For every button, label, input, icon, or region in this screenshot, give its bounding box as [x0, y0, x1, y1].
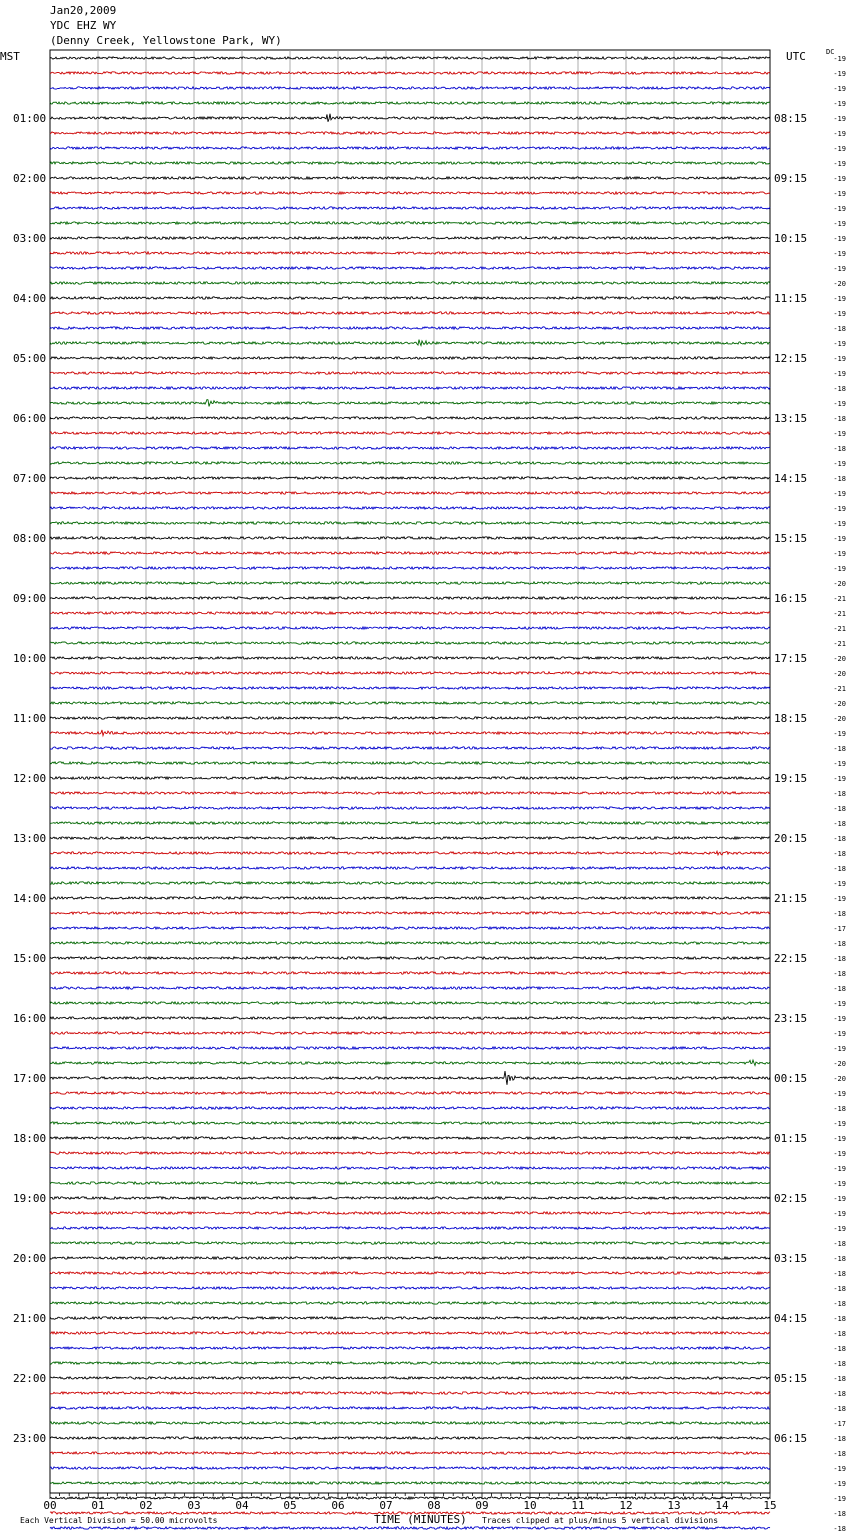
dc-offset-label: -18 — [833, 805, 846, 813]
label-group — [13, 55, 846, 1534]
trace-line — [50, 1332, 770, 1334]
x-tick-label: 01 — [91, 1499, 105, 1512]
trace-line — [50, 837, 770, 839]
dc-offset-label: -19 — [833, 1195, 846, 1203]
scale-note: Each Vertical Division = 50.00 microvolts — [20, 1516, 218, 1525]
dc-offset-label: -18 — [833, 820, 846, 828]
dc-offset-label: -18 — [833, 940, 846, 948]
trace-line — [50, 522, 770, 524]
trace-line — [50, 447, 770, 449]
left-hour-label: 17:00 — [13, 1072, 47, 1085]
trace-line — [50, 627, 770, 629]
x-axis-title: TIME (MINUTES) — [374, 1513, 467, 1526]
x-tick-label: 03 — [187, 1499, 201, 1512]
dc-offset-label: -17 — [833, 925, 846, 933]
left-hour-label: 22:00 — [13, 1372, 47, 1385]
dc-offset-label: -19 — [833, 355, 846, 363]
trace-line — [50, 1422, 770, 1424]
trace-line — [50, 1227, 770, 1229]
dc-offset-label: -18 — [833, 955, 846, 963]
dc-offset-label: -18 — [833, 850, 846, 858]
dc-offset-label: -19 — [833, 235, 846, 243]
trace-line — [50, 582, 770, 584]
dc-offset-label: -20 — [833, 1075, 846, 1083]
dc-offset-label: -19 — [833, 565, 846, 573]
trace-line — [50, 400, 770, 407]
left-hour-label: 04:00 — [13, 292, 47, 305]
dc-offset-label: -19 — [833, 895, 846, 903]
trace-line — [50, 657, 770, 659]
left-hour-label: 03:00 — [13, 232, 47, 245]
trace-line — [50, 462, 770, 464]
right-hour-label: 21:15 — [774, 892, 808, 905]
dc-offset-label: -20 — [833, 280, 846, 288]
dc-offset-label: -18 — [833, 1450, 846, 1458]
trace-line — [50, 1362, 770, 1364]
right-hour-label: 17:15 — [774, 652, 808, 665]
left-hour-label: 09:00 — [13, 592, 47, 605]
right-hour-label: 03:15 — [774, 1252, 808, 1265]
trace-line — [50, 927, 770, 929]
dc-offset-label: -18 — [833, 1270, 846, 1278]
dc-offset-label: -18 — [833, 1525, 846, 1533]
dc-offset-label: -19 — [833, 730, 846, 738]
trace-line — [50, 807, 770, 809]
trace-line — [50, 1392, 770, 1394]
dc-offset-label: -19 — [833, 145, 846, 153]
dc-offset-label: -19 — [833, 265, 846, 273]
dc-offset-label: -18 — [833, 1375, 846, 1383]
trace-line — [50, 1287, 770, 1289]
dc-offset-label: -19 — [833, 760, 846, 768]
right-hour-label: 19:15 — [774, 772, 808, 785]
x-tick-label: 11 — [571, 1499, 585, 1512]
trace-line — [50, 267, 770, 269]
x-tick-label: 12 — [619, 1499, 633, 1512]
dc-offset-label: -18 — [833, 1240, 846, 1248]
x-tick-label: 08 — [427, 1499, 441, 1512]
trace-line — [50, 312, 770, 314]
dc-offset-label: -18 — [833, 1255, 846, 1263]
right-hour-label: 05:15 — [774, 1372, 808, 1385]
dc-offset-label: -18 — [833, 475, 846, 483]
dc-offset-label: -19 — [833, 340, 846, 348]
dc-offset-label: -19 — [833, 1465, 846, 1473]
trace-line — [50, 417, 770, 419]
x-tick-label: 02 — [139, 1499, 153, 1512]
trace-line — [50, 912, 770, 914]
trace-line — [50, 987, 770, 989]
dc-offset-label: -18 — [833, 325, 846, 333]
left-hour-label: 10:00 — [13, 652, 47, 665]
x-axis — [43, 1493, 776, 1512]
trace-line — [50, 72, 770, 74]
trace-line — [50, 730, 770, 736]
trace-line — [50, 357, 770, 359]
left-hour-label: 23:00 — [13, 1432, 47, 1445]
dc-offset-label: -19 — [833, 100, 846, 108]
trace-line — [50, 162, 770, 164]
dc-offset-label: -21 — [833, 610, 846, 618]
dc-offset-label: -17 — [833, 1420, 846, 1428]
trace-line — [50, 1092, 770, 1094]
trace-line — [50, 340, 770, 346]
trace-line — [50, 1497, 770, 1499]
right-hour-label: 22:15 — [774, 952, 808, 965]
trace-line — [50, 57, 770, 59]
right-hour-label: 00:15 — [774, 1072, 808, 1085]
x-tick-label: 07 — [379, 1499, 393, 1512]
x-tick-label: 14 — [715, 1499, 729, 1512]
trace-line — [50, 702, 770, 704]
trace-line — [50, 1071, 770, 1085]
trace-line — [50, 132, 770, 134]
trace-line — [50, 1272, 770, 1274]
dc-offset-label: -20 — [833, 580, 846, 588]
x-tick-label: 13 — [667, 1499, 681, 1512]
trace-line — [50, 1107, 770, 1109]
dc-offset-label: -19 — [833, 775, 846, 783]
dc-offset-label: -19 — [833, 1000, 846, 1008]
trace-line — [50, 327, 770, 329]
trace-line — [50, 897, 770, 899]
dc-offset-label: -18 — [833, 1405, 846, 1413]
trace-line — [50, 1317, 770, 1319]
dc-offset-label: -19 — [833, 1030, 846, 1038]
x-tick-label: 15 — [763, 1499, 777, 1512]
dc-offset-label: -21 — [833, 640, 846, 648]
trace-line — [50, 192, 770, 194]
plot-frame — [50, 50, 770, 1493]
dc-offset-label: -19 — [833, 55, 846, 63]
trace-line — [50, 177, 770, 179]
right-hour-label: 15:15 — [774, 532, 808, 545]
right-hour-label: 14:15 — [774, 472, 808, 485]
left-hour-label: 18:00 — [13, 1132, 47, 1145]
dc-offset-label: -18 — [833, 985, 846, 993]
trace-line — [50, 552, 770, 554]
dc-offset-label: -18 — [833, 910, 846, 918]
trace-line — [50, 222, 770, 224]
right-hour-label: 04:15 — [774, 1312, 808, 1325]
right-timezone-label: UTC — [786, 50, 806, 63]
trace-line — [50, 717, 770, 719]
dc-offset-label: -19 — [833, 85, 846, 93]
dc-offset-label: -18 — [833, 1510, 846, 1518]
dc-offset-label: -19 — [833, 1180, 846, 1188]
trace-line — [50, 87, 770, 89]
trace-line — [50, 1377, 770, 1379]
left-hour-label: 16:00 — [13, 1012, 47, 1025]
dc-offset-label: -19 — [833, 1090, 846, 1098]
dc-offset-label: -19 — [833, 535, 846, 543]
dc-offset-label: -19 — [833, 1165, 846, 1173]
dc-offset-label: -19 — [833, 1015, 846, 1023]
right-hour-label: 01:15 — [774, 1132, 808, 1145]
trace-line — [50, 1047, 770, 1049]
left-hour-label: 05:00 — [13, 352, 47, 365]
dc-offset-label: -18 — [833, 415, 846, 423]
dc-offset-label: -18 — [833, 1345, 846, 1353]
dc-offset-label: -19 — [833, 130, 846, 138]
trace-line — [50, 1242, 770, 1244]
trace-line — [50, 372, 770, 374]
trace-line — [50, 1060, 770, 1065]
trace-line — [50, 612, 770, 614]
trace-line — [50, 432, 770, 434]
chart-grid — [50, 50, 770, 1493]
trace-line — [50, 762, 770, 764]
dc-offset-label: -19 — [833, 430, 846, 438]
dc-offset-label: -19 — [833, 400, 846, 408]
dc-offset-label: -19 — [833, 250, 846, 258]
dc-offset-label: -18 — [833, 970, 846, 978]
dc-offset-label: -19 — [833, 160, 846, 168]
dc-offset-label: -18 — [833, 1285, 846, 1293]
dc-offset-label: -18 — [833, 1315, 846, 1323]
trace-line — [50, 597, 770, 599]
dc-offset-label: -18 — [833, 790, 846, 798]
right-hour-label: 06:15 — [774, 1432, 808, 1445]
dc-offset-label: -19 — [833, 205, 846, 213]
dc-offset-label: -19 — [833, 1480, 846, 1488]
dc-offset-label: -21 — [833, 685, 846, 693]
dc-offset-label: -19 — [833, 490, 846, 498]
left-hour-label: 02:00 — [13, 172, 47, 185]
trace-line — [50, 1032, 770, 1034]
dc-label: DC — [826, 48, 835, 56]
dc-offset-label: -18 — [833, 1435, 846, 1443]
dc-offset-label: -19 — [833, 880, 846, 888]
trace-line — [50, 282, 770, 284]
x-tick-label: 00 — [43, 1499, 57, 1512]
left-timezone-label: MST — [0, 50, 20, 63]
dc-offset-label: -19 — [833, 1045, 846, 1053]
trace-line — [50, 252, 770, 254]
trace-line — [50, 942, 770, 944]
left-hour-label: 06:00 — [13, 412, 47, 425]
trace-line — [50, 237, 770, 239]
left-hour-label: 15:00 — [13, 952, 47, 965]
trace-line — [50, 387, 770, 389]
dc-offset-label: -19 — [833, 520, 846, 528]
trace-line — [50, 1407, 770, 1409]
right-hour-label: 13:15 — [774, 412, 808, 425]
dc-offset-label: -19 — [833, 1210, 846, 1218]
left-hour-label: 14:00 — [13, 892, 47, 905]
dc-offset-label: -19 — [833, 370, 846, 378]
trace-line — [50, 972, 770, 974]
trace-line — [50, 114, 770, 122]
trace-line — [50, 297, 770, 299]
trace-line — [50, 477, 770, 479]
x-tick-label: 06 — [331, 1499, 345, 1512]
x-tick-label: 05 — [283, 1499, 297, 1512]
trace-line — [50, 1212, 770, 1214]
x-tick-label: 10 — [523, 1499, 537, 1512]
left-hour-label: 13:00 — [13, 832, 47, 845]
trace-line — [50, 1137, 770, 1139]
dc-offset-label: -19 — [833, 1120, 846, 1128]
trace-line — [50, 642, 770, 644]
trace-line — [50, 1482, 770, 1484]
station-label: YDC EHZ WY — [50, 19, 117, 32]
dc-offset-label: -19 — [833, 505, 846, 513]
right-hour-label: 16:15 — [774, 592, 808, 605]
left-hour-label: 01:00 — [13, 112, 47, 125]
dc-offset-label: -21 — [833, 625, 846, 633]
trace-line — [50, 1122, 770, 1124]
dc-offset-label: -19 — [833, 460, 846, 468]
trace-line — [50, 851, 770, 855]
dc-offset-label: -20 — [833, 1060, 846, 1068]
dc-offset-label: -18 — [833, 1330, 846, 1338]
dc-offset-label: -19 — [833, 190, 846, 198]
dc-offset-label: -18 — [833, 385, 846, 393]
dc-offset-label: -18 — [833, 745, 846, 753]
trace-line — [50, 1437, 770, 1439]
dc-offset-label: -19 — [833, 115, 846, 123]
trace-line — [50, 672, 770, 674]
trace-line — [50, 1167, 770, 1169]
trace-line — [50, 492, 770, 494]
right-hour-label: 09:15 — [774, 172, 808, 185]
right-hour-label: 10:15 — [774, 232, 808, 245]
dc-offset-label: -18 — [833, 1105, 846, 1113]
trace-line — [50, 822, 770, 824]
dc-offset-label: -19 — [833, 175, 846, 183]
dc-offset-label: -19 — [833, 1150, 846, 1158]
right-hour-label: 02:15 — [774, 1192, 808, 1205]
dc-offset-label: -18 — [833, 1300, 846, 1308]
trace-line — [50, 1017, 770, 1019]
clip-note: Traces clipped at plus/minus 5 vertical divisions — [482, 1516, 719, 1525]
dc-offset-label: -18 — [833, 1360, 846, 1368]
right-hour-label: 23:15 — [774, 1012, 808, 1025]
trace-line — [50, 567, 770, 569]
trace-line — [50, 777, 770, 779]
dc-offset-label: -21 — [833, 595, 846, 603]
trace-line — [50, 1302, 770, 1304]
trace-line — [50, 147, 770, 149]
trace-group — [50, 57, 770, 1534]
dc-offset-label: -19 — [833, 70, 846, 78]
trace-line — [50, 1467, 770, 1469]
left-hour-label: 12:00 — [13, 772, 47, 785]
trace-line — [50, 507, 770, 509]
dc-offset-label: -19 — [833, 310, 846, 318]
x-tick-label: 04 — [235, 1499, 249, 1512]
trace-line — [50, 867, 770, 869]
location-label: (Denny Creek, Yellowstone Park, WY) — [50, 34, 282, 47]
dc-offset-label: -19 — [833, 220, 846, 228]
left-hour-label: 19:00 — [13, 1192, 47, 1205]
trace-line — [50, 207, 770, 209]
date-label: Jan20,2009 — [50, 4, 117, 17]
trace-line — [50, 1152, 770, 1154]
dc-offset-label: -19 — [833, 295, 846, 303]
dc-offset-label: -19 — [833, 1135, 846, 1143]
right-hour-label: 08:15 — [774, 112, 808, 125]
dc-offset-label: -19 — [833, 1225, 846, 1233]
x-tick-label: 09 — [475, 1499, 489, 1512]
dc-offset-label: -20 — [833, 655, 846, 663]
left-hour-label: 07:00 — [13, 472, 47, 485]
left-hour-label: 08:00 — [13, 532, 47, 545]
trace-line — [50, 1527, 770, 1529]
dc-offset-label: -20 — [833, 670, 846, 678]
right-hour-label: 20:15 — [774, 832, 808, 845]
trace-line — [50, 792, 770, 794]
dc-offset-label: -18 — [833, 445, 846, 453]
left-hour-label: 11:00 — [13, 712, 47, 725]
trace-line — [50, 537, 770, 539]
trace-line — [50, 747, 770, 749]
right-hour-label: 11:15 — [774, 292, 808, 305]
trace-line — [50, 1197, 770, 1199]
dc-offset-label: -18 — [833, 865, 846, 873]
trace-line — [50, 687, 770, 689]
trace-line — [50, 1257, 770, 1259]
trace-line — [50, 1002, 770, 1004]
right-hour-label: 18:15 — [774, 712, 808, 725]
trace-line — [50, 1182, 770, 1184]
dc-offset-label: -20 — [833, 700, 846, 708]
trace-line — [50, 1452, 770, 1454]
left-hour-label: 21:00 — [13, 1312, 47, 1325]
left-hour-label: 20:00 — [13, 1252, 47, 1265]
dc-offset-label: -20 — [833, 715, 846, 723]
dc-offset-label: -18 — [833, 1390, 846, 1398]
dc-offset-label: -19 — [833, 550, 846, 558]
dc-offset-label: -19 — [833, 1495, 846, 1503]
trace-line — [50, 957, 770, 959]
trace-line — [50, 1347, 770, 1349]
dc-offset-label: -18 — [833, 835, 846, 843]
trace-line — [50, 882, 770, 884]
trace-line — [50, 102, 770, 104]
right-hour-label: 12:15 — [774, 352, 808, 365]
